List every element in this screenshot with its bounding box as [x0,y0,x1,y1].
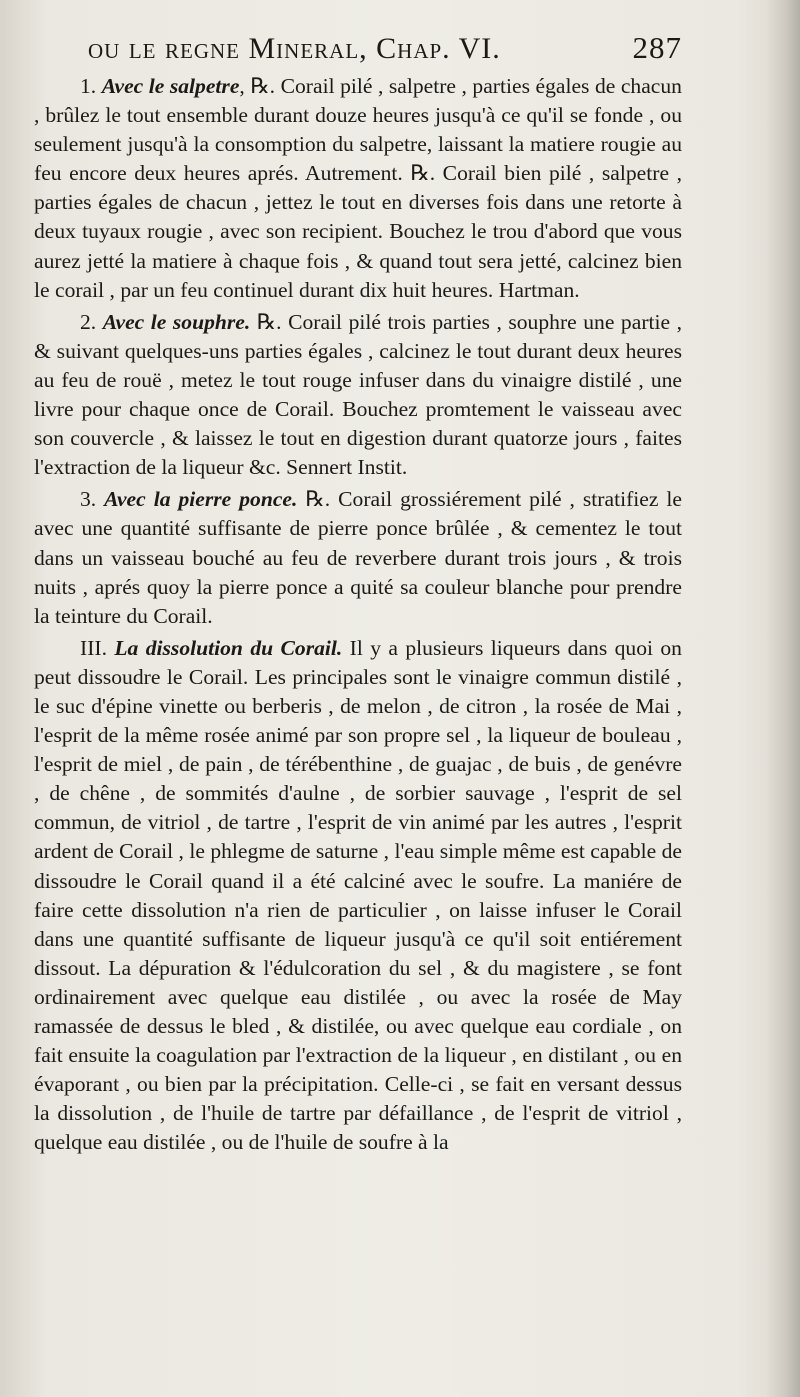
paragraph-souphre [34,308,682,483]
paragraph-number: 2. [80,309,103,334]
paragraph-number: III. [80,635,115,660]
paragraph-text: , ℞. Corail pilé , salpetre , parties égales de chacun , brûlez le tout ensemble durant douze heures jusqu'à ce qu'il se fonde , ou seulement jusqu'à la consomption du salpetre, laissant la matiere rougie au feu encore deux heures aprés. Autrement. ℞. Corail bien pilé , salpetre , parties égales de chacun , jettez le tout en diverses fois dans une retorte à deux tuyaux rougie , avec son recipient. Bouchez le trou d'abord que vous aurez jetté la matiere à chaque fois , & quand tout sera jetté, calcinez bien le corail , par un feu continuel durant dix huit heures. Hartman. [34,74,682,302]
page-edge-shadow [766,0,800,1397]
paragraph-heading: Avec la pierre ponce. [104,487,298,512]
paragraph-heading: Avec le salpetre [101,74,240,98]
page-number: 287 [632,30,682,65]
paragraph-number: 3. [80,487,105,512]
paragraph-pierre-ponce [34,485,682,630]
paragraph-heading: La dissolution du Corail. [114,635,343,660]
paragraph-text: ℞. Corail grossiérement pilé , stratifiez le avec une quantité suffisante de pierre ponce brûlée , & cementez le tout dans un vaisseau bouché au feu de reverbere durant trois jours , & trois nuits , aprés quoy la pierre ponce a quité sa couleur blanche pour prendre la teinture du Corail. [34,487,682,628]
running-header [88,30,682,68]
paragraph-dissolution [34,634,682,1158]
running-title: ou le regne Mineral, Chap. VI. [88,32,501,65]
paragraph-salpetre [34,72,682,305]
paragraph-number: 1. [80,74,102,98]
paragraph-text: ℞. Corail pilé trois parties , souphre une partie , & suivant quelques-uns parties égales , calcinez le tout durant deux heures au feu de rouë , metez le tout rouge infuser dans du vinaigre distilé , une livre pour chaque once de Corail. Bouchez promtement le vaisseau avec son couvercle , & laissez le tout en digestion durant quatorze jours , faites l'extraction de la liqueur &c. Sennert Instit. [34,309,683,480]
paragraph-text: Il y a plusieurs liqueurs dans quoi on peut dissoudre le Corail. Les principales sont le vinaigre commun distilé , le suc d'épine vinette ou berberis , de melon , de citron , la rosée de Mai , l'esprit de la même rosée animé par son propre sel , la liqueur de bouleau , l'esprit de miel , de pain , de térébenthine , de guajac , de buis , de genévre , de chêne , de sommités d'aulne , de sorbier sauvage , l'esprit de sel commun, de vitriol , de tartre , l'esprit de vin animé par les autres , l'esprit ardent de Corail , le phlegme de saturne , l'eau simple même est capable de dissoudre le Corail quand il a été calciné avec le soufre. La maniére de faire cette dissolution n'a rien de particulier , on laisse infuser le Corail dans une quantité suffisante de liqueur jusqu'à ce qu'il soit entiérement dissout. La dépuration & l'édulcoration du sel , & du magistere , se font ordinairement avec quelque eau distilée , ou avec la rosée de May ramassée de dessus le bled , & distilée, ou avec quelque eau cordiale , on fait ensuite la coagulation par l'extraction de la liqueur , en distilant , ou en évaporant , ou bien par la précipitation. Celle-ci , se fait en versant dessus la dissolution , de l'huile de tartre par défaillance , de l'esprit de vitriol , quelque eau distilée , ou de l'huile de soufre à la [34,635,682,1155]
paragraph-heading: Avec le souphre. [102,309,251,334]
